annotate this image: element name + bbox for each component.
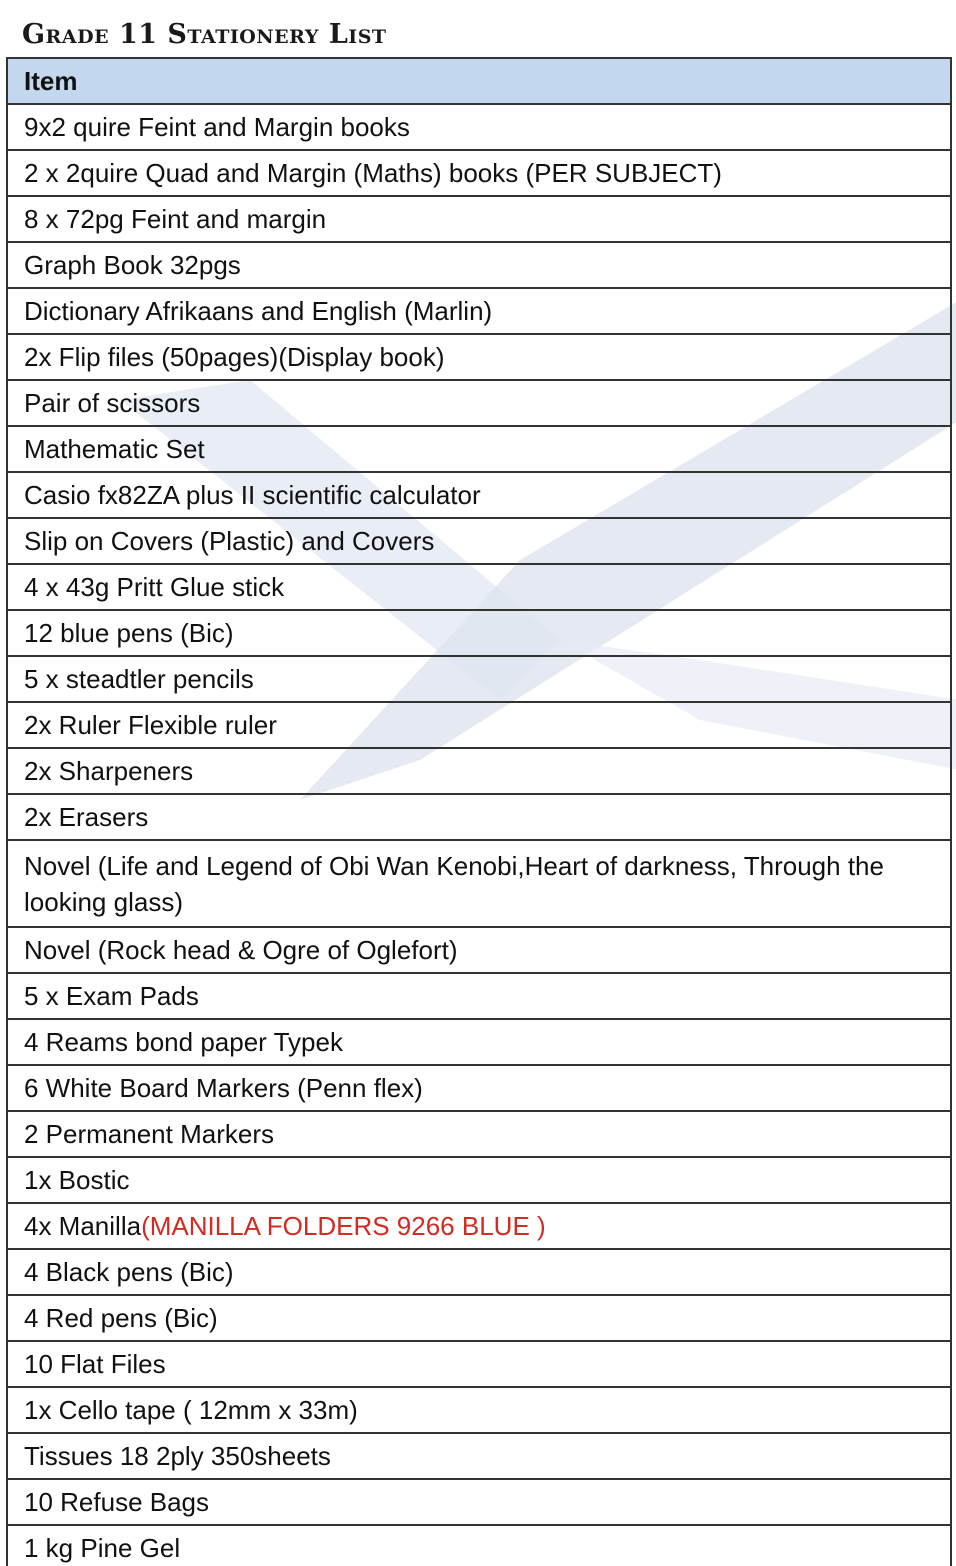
table-row: [7, 104, 951, 150]
stationery-table: [6, 57, 952, 1566]
highlighted-note: (MANILLA FOLDERS 9266 BLUE ): [141, 1211, 546, 1241]
item-cell: Dictionary Afrikaans and English (Marlin): [7, 288, 951, 334]
table-row: [7, 794, 951, 840]
page-title: Grade 11 Stationery List: [22, 19, 387, 50]
item-cell: 2 x 2quire Quad and Margin (Maths) books (PER SUBJECT): [7, 150, 951, 196]
item-cell: 2x Ruler Flexible ruler: [7, 702, 951, 748]
table-row: [7, 1295, 951, 1341]
item-cell: 4 Red pens (Bic): [7, 1295, 951, 1341]
table-row: [7, 1019, 951, 1065]
item-text: 4x Manilla: [24, 1211, 142, 1241]
item-cell: Novel (Life and Legend of Obi Wan Kenobi,Heart of darkness, Through the looking glass): [7, 840, 951, 927]
table-row: [7, 1525, 951, 1566]
item-cell: Casio fx82ZA plus II scientific calculator: [7, 472, 951, 518]
item-cell: Mathematic Set: [7, 426, 951, 472]
table-row: [7, 656, 951, 702]
table-row: [7, 748, 951, 794]
table-row: [7, 472, 951, 518]
item-cell: Novel (Rock head & Ogre of Oglefort): [7, 927, 951, 973]
table-row: [7, 1157, 951, 1203]
table-row: [7, 518, 951, 564]
item-cell: 6 White Board Markers (Penn flex): [7, 1065, 951, 1111]
table-header-row: [7, 58, 951, 104]
table-row: [7, 242, 951, 288]
item-cell: 2x Flip files (50pages)(Display book): [7, 334, 951, 380]
item-cell: 2 Permanent Markers: [7, 1111, 951, 1157]
item-cell: Tissues 18 2ply 350sheets: [7, 1433, 951, 1479]
item-cell: 8 x 72pg Feint and margin: [7, 196, 951, 242]
item-cell: 1x Bostic: [7, 1157, 951, 1203]
table-row: [7, 1249, 951, 1295]
item-cell: 4 Black pens (Bic): [7, 1249, 951, 1295]
table-row: [7, 1203, 951, 1249]
table-row: [7, 564, 951, 610]
item-cell: 1 kg Pine Gel: [7, 1525, 951, 1566]
item-cell: 1x Cello tape ( 12mm x 33m): [7, 1387, 951, 1433]
item-cell: 10 Flat Files: [7, 1341, 951, 1387]
table-row: [7, 610, 951, 656]
table-row: [7, 150, 951, 196]
item-cell: [7, 1203, 951, 1249]
table-row: [7, 288, 951, 334]
table-row: [7, 196, 951, 242]
column-header-item: Item: [7, 58, 951, 104]
table-row: [7, 334, 951, 380]
item-cell: Slip on Covers (Plastic) and Covers: [7, 518, 951, 564]
table-row: [7, 426, 951, 472]
table-row: [7, 1111, 951, 1157]
item-cell: 9x2 quire Feint and Margin books: [7, 104, 951, 150]
item-cell: 10 Refuse Bags: [7, 1479, 951, 1525]
table-row: [7, 973, 951, 1019]
table-row: [7, 1433, 951, 1479]
table-row: [7, 1479, 951, 1525]
table-row: [7, 1065, 951, 1111]
table-row: [7, 840, 951, 927]
item-cell: 4 x 43g Pritt Glue stick: [7, 564, 951, 610]
item-cell: Graph Book 32pgs: [7, 242, 951, 288]
item-cell: 5 x Exam Pads: [7, 973, 951, 1019]
table-row: [7, 702, 951, 748]
item-cell: 5 x steadtler pencils: [7, 656, 951, 702]
item-cell: 2x Sharpeners: [7, 748, 951, 794]
item-cell: Pair of scissors: [7, 380, 951, 426]
item-cell: 4 Reams bond paper Typek: [7, 1019, 951, 1065]
table-row: [7, 1387, 951, 1433]
table-row: [7, 380, 951, 426]
item-cell: 12 blue pens (Bic): [7, 610, 951, 656]
table-row: [7, 1341, 951, 1387]
table-row: [7, 927, 951, 973]
item-cell: 2x Erasers: [7, 794, 951, 840]
